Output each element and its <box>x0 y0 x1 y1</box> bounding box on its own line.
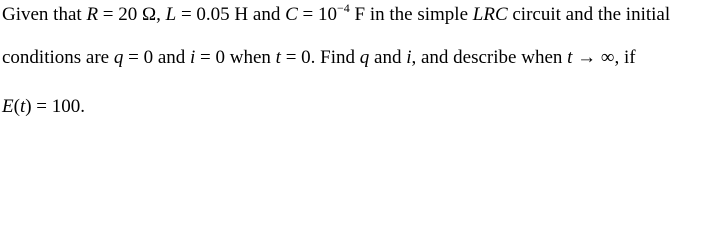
current-condition: = 0 when <box>195 47 276 68</box>
conditions-text: conditions are <box>2 47 114 68</box>
intro-text: Given that <box>2 4 87 25</box>
paren-close: ) <box>25 96 32 117</box>
current-symbol: i <box>190 47 196 68</box>
problem-line-3 <box>2 95 85 119</box>
problem-line-1 <box>2 3 670 27</box>
capacitance-symbol: C <box>285 4 298 25</box>
paren-open: ( <box>13 96 20 117</box>
line-1-tail: circuit and the initial <box>507 4 671 25</box>
describe-text: , and describe when <box>411 47 568 68</box>
charge-symbol: q <box>113 47 124 68</box>
circuit-type: LRC <box>472 4 508 25</box>
problem-line-2 <box>2 46 636 70</box>
resistance-symbol: R <box>86 4 99 25</box>
emf-time-symbol: t <box>19 96 26 117</box>
capacitance-value: = 10 <box>297 4 337 25</box>
capacitance-unit-text: F in the simple <box>349 4 473 25</box>
time-symbol: t <box>275 47 281 68</box>
and-text: and <box>369 47 407 68</box>
inductance-value: = 0.05 H and <box>176 4 286 25</box>
resistance-value: = 20 Ω, <box>98 4 166 25</box>
capacitance-exponent: −4 <box>337 1 350 15</box>
emf-value: = 100. <box>31 96 86 117</box>
charge-condition: = 0 and <box>123 47 191 68</box>
time-condition: = 0. Find <box>280 47 360 68</box>
find-charge-symbol: q <box>359 47 370 68</box>
find-current-symbol: i <box>406 47 412 68</box>
limit-time-symbol: t <box>567 47 573 68</box>
inductance-symbol: L <box>165 4 177 25</box>
limit-text: → ∞, if <box>572 47 636 68</box>
emf-symbol: E <box>2 96 14 117</box>
